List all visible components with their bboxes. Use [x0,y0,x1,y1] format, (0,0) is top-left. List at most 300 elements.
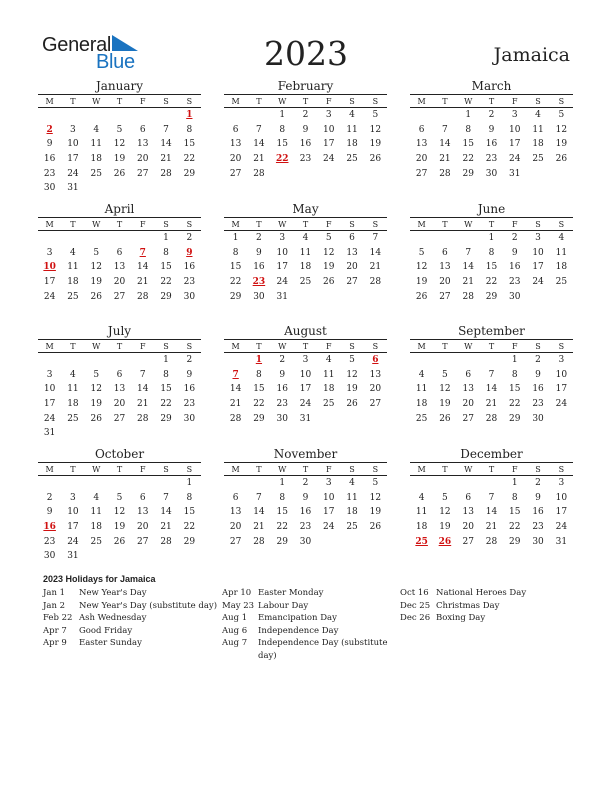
day-cell: 23 [183,277,196,288]
day-cell: 29 [160,291,172,302]
weekday-header: S [364,340,387,353]
day-cell: 19 [90,399,102,410]
day-cell: 14 [137,384,149,395]
day-cell: 19 [415,277,428,288]
day-cell: 18 [67,399,79,410]
holiday-name: Easter Sunday [79,638,142,648]
day-cell: 16 [43,154,56,165]
holiday-name: Good Friday [79,625,133,636]
day-cell: 20 [439,277,451,288]
month-grid [38,339,201,441]
weekday-header: M [38,218,61,231]
day-cell: 30 [299,536,312,547]
month-grid [38,217,201,304]
day-cell: 8 [186,492,193,503]
day-cell: 22 [462,154,474,165]
day-cell: 24 [299,399,312,410]
weekday-header: M [38,95,61,108]
day-cell: 6 [349,233,355,244]
weekday-header: F [317,340,340,353]
day-cell: 20 [346,262,358,273]
weekday-header: M [224,218,247,231]
day-cell: 13 [462,384,474,395]
weekday-header: S [526,340,549,353]
month-august [224,324,387,426]
day-cell: 30 [43,183,56,194]
weekday-header: S [178,463,201,476]
month-grid [410,462,573,549]
empty-day-cell [224,353,247,368]
day-cell: 25 [346,522,358,533]
weekday-header: W [85,218,108,231]
day-cell: 15 [183,139,196,150]
month-grid [224,462,387,549]
day-cell: 6 [442,247,448,258]
day-cell: 4 [93,492,100,503]
day-cell: 14 [485,507,498,518]
day-cell: 11 [67,262,79,273]
day-cell: 19 [369,139,382,150]
day-cell: 20 [462,522,474,533]
day-cell: 29 [160,413,172,424]
day-cell: 21 [485,522,498,533]
day-cell: 10 [555,492,568,503]
empty-day-cell [294,166,317,181]
day-cell: 24 [276,277,288,288]
calendar-year: 2023 [264,34,348,73]
day-cell: 26 [113,168,126,179]
month-april [38,202,201,304]
holiday-row [43,600,221,613]
empty-day-cell [61,426,84,441]
day-cell: 11 [346,124,358,135]
day-cell: 20 [229,522,242,533]
holiday-row [222,600,400,613]
weekday-header: T [247,463,270,476]
empty-day-cell [433,231,456,246]
holiday-day-cell: 7 [232,369,239,380]
day-cell: 8 [279,492,286,503]
weekday-header: M [224,95,247,108]
weekday-header: W [271,340,294,353]
day-cell: 2 [46,492,53,503]
weekday-header: S [340,340,363,353]
empty-day-cell [457,476,480,491]
holiday-row [400,600,578,613]
day-cell: 29 [509,413,521,424]
day-cell: 6 [232,124,239,135]
day-cell: 25 [323,399,335,410]
holiday-date: May 23 [222,600,255,611]
empty-day-cell [317,411,340,426]
day-cell: 10 [299,369,312,380]
day-cell: 28 [253,168,265,179]
empty-day-cell [178,181,201,196]
weekday-header: F [503,218,526,231]
day-cell: 9 [488,124,495,135]
day-cell: 3 [325,478,332,489]
empty-day-cell [85,181,108,196]
day-cell: 4 [93,124,100,135]
empty-day-cell [108,353,131,368]
day-cell: 25 [415,413,428,424]
day-cell: 2 [535,355,541,366]
day-cell: 2 [302,478,309,489]
day-cell: 27 [137,536,149,547]
day-cell: 22 [485,277,498,288]
day-cell: 15 [183,507,196,518]
weekday-header: M [410,463,433,476]
day-cell: 4 [349,110,355,121]
day-cell: 11 [555,247,568,258]
month-title: August [284,324,327,338]
day-cell: 24 [555,522,568,533]
holiday-date: Apr 7 [43,625,67,636]
day-cell: 14 [160,507,172,518]
day-cell: 28 [229,413,242,424]
day-cell: 11 [415,384,428,395]
month-title: October [94,447,145,461]
empty-day-cell [154,108,177,123]
empty-day-cell [410,108,433,123]
day-cell: 24 [67,536,79,547]
day-cell: 15 [160,384,172,395]
weekday-header: M [410,218,433,231]
day-cell: 2 [535,478,541,489]
weekday-header: S [364,218,387,231]
day-cell: 29 [276,536,288,547]
day-cell: 15 [485,262,498,273]
month-title: March [471,79,512,93]
day-cell: 1 [279,478,286,489]
day-cell: 3 [70,124,76,135]
day-cell: 21 [253,154,265,165]
empty-day-cell [247,476,270,491]
day-cell: 12 [346,369,358,380]
day-cell: 10 [67,507,79,518]
day-cell: 6 [116,369,123,380]
day-cell: 20 [113,399,126,410]
day-cell: 3 [279,233,286,244]
day-cell: 22 [160,277,172,288]
day-cell: 30 [43,551,56,562]
day-cell: 14 [160,139,172,150]
month-may [224,202,387,304]
day-cell: 24 [532,277,544,288]
holidays-title: 2023 Holidays for Jamaica [43,574,156,584]
day-cell: 28 [137,291,149,302]
day-cell: 11 [415,507,428,518]
day-cell: 31 [555,536,568,547]
day-cell: 24 [555,399,568,410]
day-cell: 18 [532,139,544,150]
day-cell: 27 [113,413,126,424]
weekday-header: T [108,218,131,231]
weekday-header: M [38,340,61,353]
day-cell: 23 [509,277,521,288]
day-cell: 28 [485,536,498,547]
day-cell: 11 [67,384,79,395]
day-cell: 6 [232,492,239,503]
day-cell: 15 [509,507,521,518]
day-cell: 9 [535,369,541,380]
day-cell: 7 [256,124,262,135]
day-cell: 11 [90,139,102,150]
empty-day-cell [317,534,340,549]
weekday-header: W [271,95,294,108]
weekday-header: F [503,463,526,476]
month-december [410,447,573,549]
day-cell: 4 [302,233,309,244]
day-cell: 26 [439,413,451,424]
month-september [410,324,573,426]
empty-day-cell [340,289,363,304]
empty-day-cell [364,166,387,181]
weekday-header: T [61,340,84,353]
day-cell: 12 [555,124,568,135]
day-cell: 5 [116,124,123,135]
day-cell: 18 [346,139,358,150]
weekday-header: S [550,340,573,353]
day-cell: 4 [70,247,76,258]
holiday-name: Boxing Day [436,613,486,623]
day-cell: 9 [302,492,309,503]
day-cell: 13 [137,507,149,518]
weekday-header: T [108,95,131,108]
empty-day-cell [131,108,154,123]
weekday-header: S [364,95,387,108]
empty-day-cell [131,549,154,564]
holiday-date: Jan 2 [43,600,66,611]
day-cell: 17 [43,399,56,410]
day-cell: 11 [532,124,544,135]
day-cell: 4 [558,233,565,244]
day-cell: 27 [369,399,382,410]
day-cell: 17 [555,507,568,518]
day-cell: 30 [183,413,196,424]
day-cell: 29 [462,168,474,179]
day-cell: 16 [299,507,312,518]
holiday-row [400,612,578,625]
day-cell: 29 [183,536,196,547]
day-cell: 28 [160,536,172,547]
holiday-name: New Year's Day (substitute day) [79,600,218,611]
day-cell: 21 [253,522,265,533]
day-cell: 27 [229,168,242,179]
day-cell: 12 [369,124,382,135]
day-cell: 30 [485,168,498,179]
empty-day-cell [364,411,387,426]
day-cell: 18 [346,507,358,518]
holiday-date: Feb 22 [43,613,73,623]
day-cell: 2 [302,110,309,121]
empty-day-cell [108,181,131,196]
weekday-header: T [433,95,456,108]
holiday-name: Labour Day [258,600,309,611]
weekday-header: S [340,218,363,231]
holiday-date: Dec 26 [400,613,431,623]
weekday-header: T [61,218,84,231]
holiday-day-cell: 6 [372,355,379,366]
month-title: November [273,447,338,461]
day-cell: 16 [276,384,288,395]
holiday-date: Aug 7 [222,638,248,648]
weekday-header: S [178,218,201,231]
day-cell: 7 [442,124,448,135]
day-cell: 11 [299,247,312,258]
day-cell: 24 [323,154,335,165]
day-cell: 28 [369,277,382,288]
weekday-header: S [178,95,201,108]
holiday-row [222,637,400,662]
day-cell: 12 [90,384,102,395]
month-february [224,79,387,181]
empty-day-cell [131,426,154,441]
day-cell: 23 [485,154,498,165]
day-cell: 23 [299,522,312,533]
day-cell: 22 [160,399,172,410]
empty-day-cell [271,166,294,181]
day-cell: 29 [253,413,265,424]
month-grid [224,94,387,181]
day-cell: 13 [229,139,242,150]
day-cell: 2 [511,233,518,244]
day-cell: 6 [465,369,472,380]
day-cell: 10 [323,124,335,135]
month-title: April [104,202,135,216]
day-cell: 7 [372,233,379,244]
weekday-header: W [457,463,480,476]
weekday-header: S [526,218,549,231]
day-cell: 28 [137,413,149,424]
weekday-header: T [480,218,503,231]
empty-day-cell [85,476,108,491]
weekday-header: W [85,463,108,476]
day-cell: 10 [532,247,544,258]
day-cell: 25 [67,413,79,424]
day-cell: 20 [369,384,382,395]
day-cell: 17 [323,139,335,150]
day-cell: 17 [509,139,521,150]
day-cell: 1 [163,233,169,244]
month-title: July [107,324,132,338]
weekday-header: W [271,218,294,231]
day-cell: 11 [346,492,358,503]
day-cell: 1 [279,110,286,121]
day-cell: 30 [183,291,196,302]
day-cell: 19 [439,399,451,410]
month-title: May [292,202,319,216]
empty-day-cell [550,166,573,181]
day-cell: 18 [415,522,428,533]
day-cell: 13 [415,139,428,150]
weekday-header: T [108,463,131,476]
country-name: Jamaica [493,44,570,66]
weekday-header: W [85,340,108,353]
day-cell: 2 [488,110,495,121]
day-cell: 27 [346,277,358,288]
day-cell: 27 [113,291,126,302]
empty-day-cell [178,426,201,441]
month-title: February [277,79,334,93]
weekday-header: S [550,218,573,231]
empty-day-cell [85,353,108,368]
empty-day-cell [38,108,61,123]
day-cell: 28 [439,168,451,179]
empty-day-cell [224,476,247,491]
day-cell: 3 [46,369,53,380]
day-cell: 8 [163,247,169,258]
empty-day-cell [108,231,131,246]
day-cell: 14 [253,507,265,518]
day-cell: 30 [532,413,544,424]
holiday-date: Jan 1 [43,588,66,598]
holiday-name: Emancipation Day [258,613,337,623]
holiday-day-cell: 1 [186,110,193,121]
day-cell: 25 [90,536,102,547]
holiday-name: National Heroes Day [436,588,527,598]
day-cell: 17 [67,522,79,533]
empty-day-cell [131,476,154,491]
day-cell: 30 [509,291,521,302]
day-cell: 21 [439,154,451,165]
weekday-header: M [38,463,61,476]
empty-day-cell [317,166,340,181]
holiday-day-cell: 26 [438,536,452,547]
day-cell: 3 [511,110,518,121]
day-cell: 11 [90,507,102,518]
holiday-name: Christmas Day [436,600,500,611]
day-cell: 14 [485,384,498,395]
day-cell: 14 [439,139,451,150]
day-cell: 21 [485,399,498,410]
day-cell: 30 [532,536,544,547]
weekday-header: M [410,340,433,353]
empty-day-cell [61,231,84,246]
day-cell: 17 [67,154,79,165]
day-cell: 10 [43,384,56,395]
day-cell: 7 [488,492,495,503]
day-cell: 2 [279,355,286,366]
day-cell: 4 [349,478,355,489]
day-cell: 13 [346,247,358,258]
empty-day-cell [340,166,363,181]
day-cell: 17 [43,277,56,288]
month-grid [224,339,387,426]
day-cell: 19 [323,262,335,273]
weekday-header: S [550,463,573,476]
month-october [38,447,201,564]
day-cell: 27 [462,536,474,547]
day-cell: 12 [439,507,451,518]
day-cell: 20 [137,154,149,165]
day-cell: 19 [113,154,126,165]
day-cell: 26 [346,399,358,410]
weekday-header: F [317,218,340,231]
logo-word-general: General [42,34,112,56]
weekday-header: W [457,218,480,231]
day-cell: 6 [465,492,472,503]
day-cell: 13 [113,262,126,273]
day-cell: 20 [229,154,242,165]
day-cell: 5 [93,369,100,380]
day-cell: 5 [116,492,123,503]
day-cell: 5 [372,110,379,121]
empty-day-cell [526,289,549,304]
day-cell: 3 [558,478,565,489]
weekday-header: T [433,463,456,476]
day-cell: 20 [113,277,126,288]
